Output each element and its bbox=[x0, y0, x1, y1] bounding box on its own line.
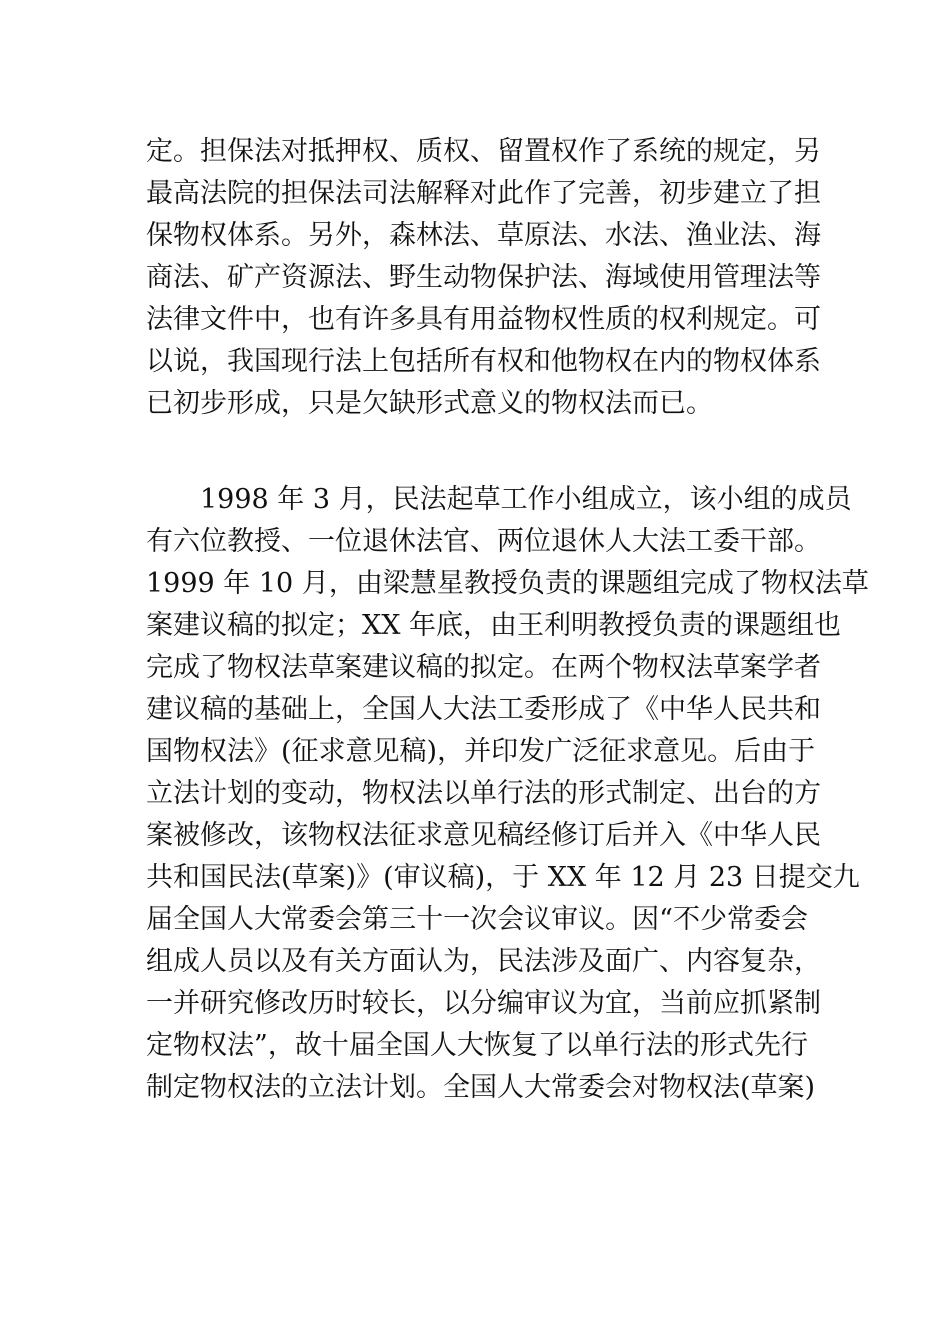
text-line: 1998 年 3 月，民法起草工作小组成立，该小组的成员 bbox=[200, 484, 852, 515]
text-line: 组成人员以及有关方面认为，民法涉及面广、内容复杂， bbox=[146, 946, 821, 977]
text-line: 以说，我国现行法上包括所有权和他物权在内的物权体系 bbox=[146, 346, 821, 377]
paragraph-1 bbox=[146, 131, 821, 425]
text-line: 建议稿的基础上，全国人大法工委形成了《中华人民共和 bbox=[146, 694, 821, 725]
text-line: 制定物权法的立法计划。全国人大常委会对物权法(草案) bbox=[146, 1072, 816, 1103]
text-line: 国物权法》(征求意见稿)，并印发广泛征求意见。后由于 bbox=[146, 736, 816, 767]
text-line: 已初步形成，只是欠缺形式意义的物权法而已。 bbox=[146, 388, 713, 419]
text-line: 最高法院的担保法司法解释对此作了完善，初步建立了担 bbox=[146, 178, 821, 209]
text-line: 案建议稿的拟定；XX 年底，由王利明教授负责的课题组也 bbox=[146, 610, 842, 641]
paragraph-2 bbox=[146, 479, 869, 1109]
text-line: 定。担保法对抵押权、质权、留置权作了系统的规定，另 bbox=[146, 136, 821, 167]
text-line: 保物权体系。另外，森林法、草原法、水法、渔业法、海 bbox=[146, 220, 821, 251]
text-line: 案被修改，该物权法征求意见稿经修订后并入《中华人民 bbox=[146, 820, 821, 851]
text-line: 共和国民法(草案)》(审议稿)，于 XX 年 12 月 23 日提交九 bbox=[146, 862, 860, 893]
text-line: 有六位教授、一位退休法官、两位退休人大法工委干部。 bbox=[146, 526, 821, 557]
text-line: 商法、矿产资源法、野生动物保护法、海域使用管理法等 bbox=[146, 262, 821, 293]
text-line: 一并研究修改历时较长，以分编审议为宜，当前应抓紧制 bbox=[146, 988, 821, 1019]
text-line: 1999 年 10 月，由梁慧星教授负责的课题组完成了物权法草 bbox=[146, 568, 869, 599]
text-line: 法律文件中，也有许多具有用益物权性质的权利规定。可 bbox=[146, 304, 821, 335]
text-line: 定物权法”，故十届全国人大恢复了以单行法的形式先行 bbox=[146, 1030, 808, 1061]
text-line: 立法计划的变动，物权法以单行法的形式制定、出台的方 bbox=[146, 778, 821, 809]
text-line: 完成了物权法草案建议稿的拟定。在两个物权法草案学者 bbox=[146, 652, 821, 683]
text-line: 届全国人大常委会第三十一次会议审议。因“不少常委会 bbox=[146, 904, 808, 935]
